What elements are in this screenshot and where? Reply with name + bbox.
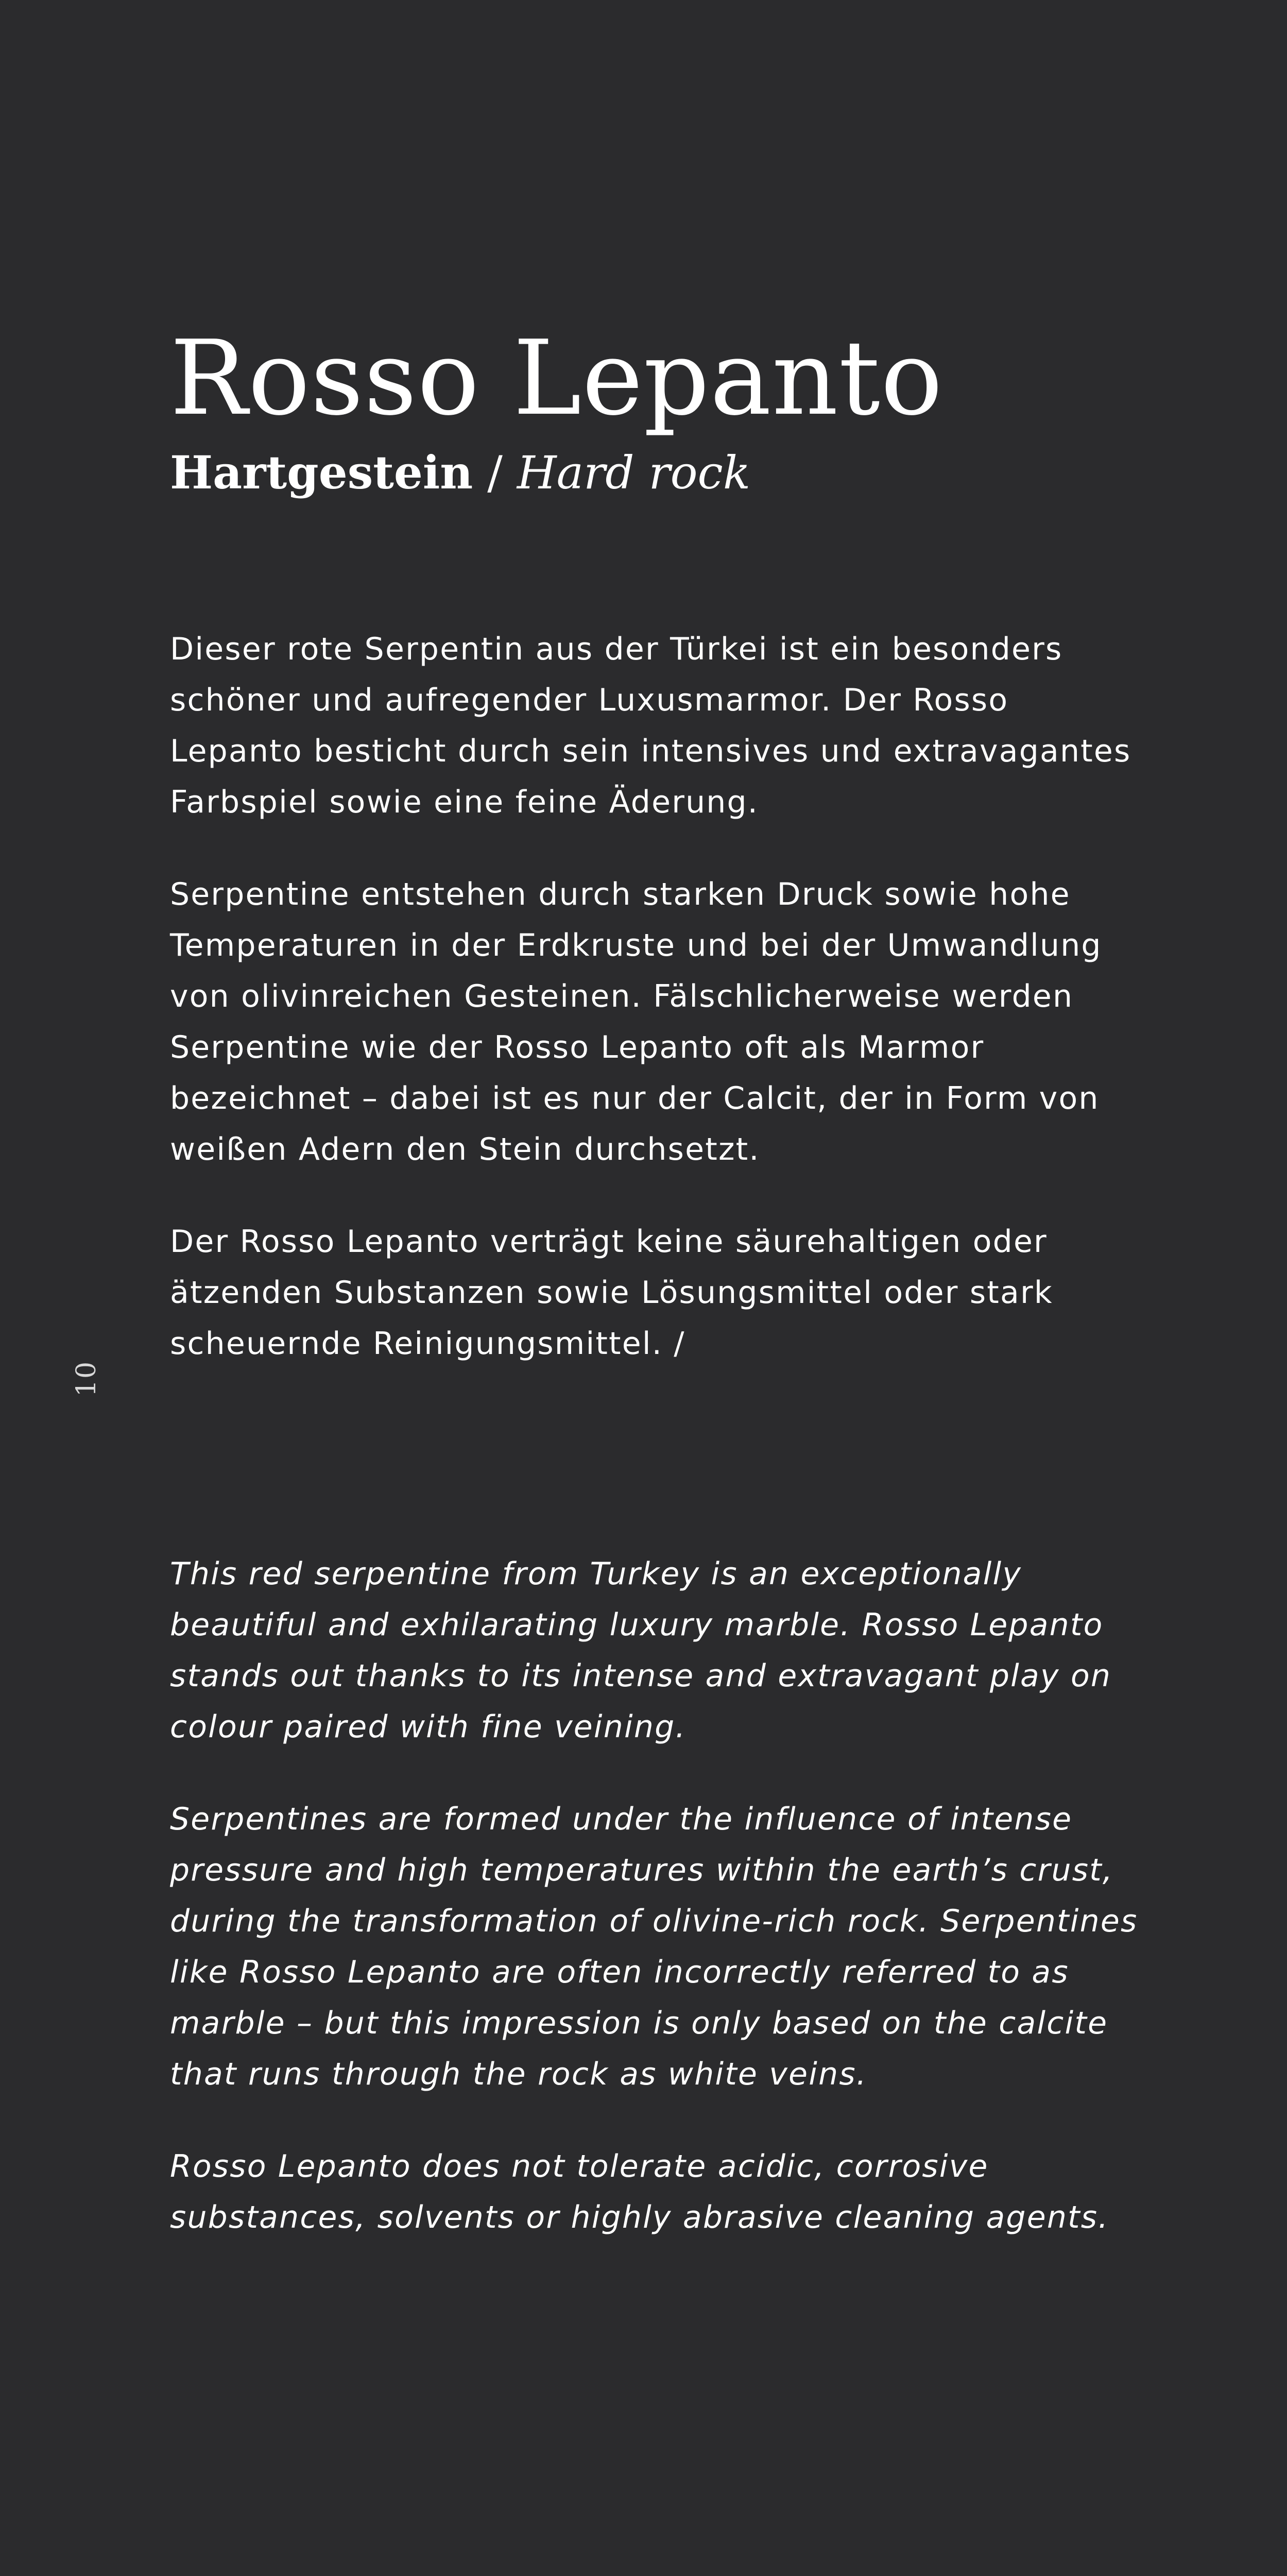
german-paragraph: Dieser rote Serpentin aus der Türkei ist ein besonders schöner und aufregender Luxusmarmor. Der Rosso Lepanto besticht durch sein intensives und extravagantes Farbspiel sowie eine feine Äderung. [170, 631, 1131, 820]
subtitle-english: Hard rock [517, 446, 751, 499]
subtitle-separator: / [487, 446, 503, 499]
content-column [170, 319, 1148, 2284]
page-number: 10 [71, 1360, 102, 1397]
english-paragraph: This red serpentine from Turkey is an exceptionally beautiful and exhilarating luxury marble. Rosso Lepanto stands out thanks to its intense and extravagant play on colour paired with fine veining. [170, 1556, 1112, 1745]
english-paragraph: Serpentines are formed under the influence of intense pressure and high temperatures within the earth’s crust, during the transformation of olivine-rich rock. Serpentines like Rosso Lepanto are often incorrectly referred to as marble – but this impression is only based on the calcite that runs through the rock as white veins. [170, 1801, 1138, 2092]
english-paragraph: Rosso Lepanto does not tolerate acidic, corrosive substances, solvents or highly abrasive cleaning agents. [170, 2148, 1109, 2235]
german-text-section [170, 624, 1148, 1369]
german-paragraph: Serpentine entstehen durch starken Druck sowie hohe Temperaturen in der Erdkruste und bei der Umwandlung von olivinreichen Gesteinen. Fälschlicherweise werden Serpentine wie der Rosso Lepanto oft als Marmor bezeichnet – dabei ist es nur der Calcit, der in Form von weißen Adern den Stein durchsetzt. [170, 876, 1102, 1167]
page-title: Rosso Lepanto [170, 318, 943, 438]
english-text-section [170, 1549, 1148, 2243]
german-paragraph: Der Rosso Lepanto verträgt keine säurehaltigen oder ätzenden Substanzen sowie Lösungsmittel oder stark scheuernde Reinigungsmittel. / [170, 1224, 1053, 1362]
subtitle [170, 444, 1148, 501]
subtitle-german: Hartgestein [170, 446, 473, 499]
